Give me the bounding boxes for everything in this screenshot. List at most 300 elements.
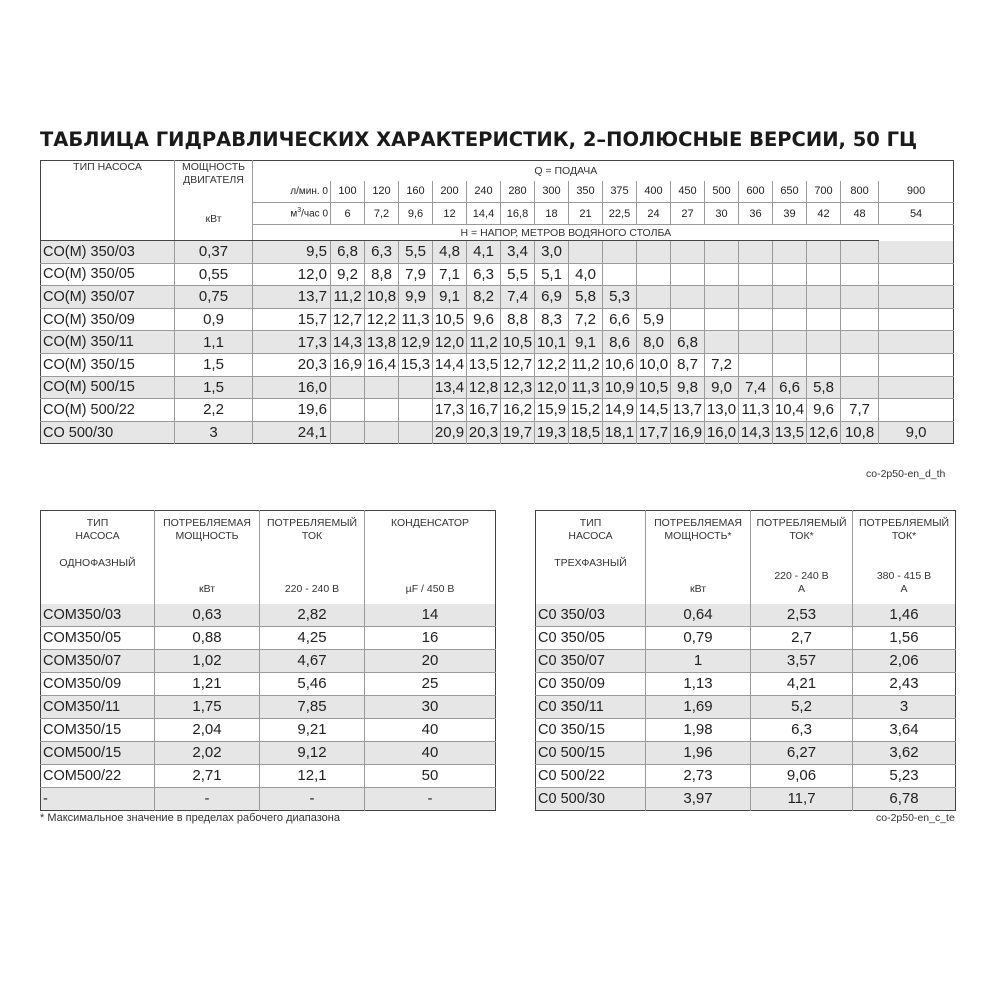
flow-header: Q = ПОДАЧА [534,164,598,177]
head-cell [671,263,705,286]
pump-type-cell: CO(M) 500/22 [41,399,175,422]
current-cell: 12,1 [260,764,365,787]
head-cell [807,286,841,309]
head-cell: 6,6 [603,308,637,331]
pump-type-cell: COM350/15 [41,718,155,741]
table-row [41,399,954,422]
flow-lmin-cell: 350 [569,181,603,203]
footnote: * Максимальное значение в пределах рабочего диапазона [40,812,340,824]
head-cell: 12,0 [433,331,467,354]
power-cell: 2,71 [155,764,260,787]
flow-lmin-cell: 450 [671,181,705,203]
head-cell [739,353,773,376]
flow-m3h-cell: 36 [739,203,773,225]
head-cell: 9,1 [569,331,603,354]
flow-lmin-cell: 120 [365,181,399,203]
head-cell: 17,3 [433,399,467,422]
flow-lmin-cell: 900 [879,181,954,203]
pump-type-cell: CO(M) 350/05 [41,263,175,286]
head-cell: 13,0 [705,399,739,422]
table-row [41,649,496,672]
head-cell [399,421,433,444]
table-row [41,695,496,718]
head-cell: 9,6 [807,399,841,422]
head-cell [331,376,365,399]
head-cell: 4,8 [433,241,467,264]
head-cell: 18,1 [603,421,637,444]
head-cell: 12,0 [253,263,331,286]
head-cell [399,376,433,399]
head-cell: 15,2 [569,399,603,422]
head-cell [637,286,671,309]
head-cell: 15,7 [253,308,331,331]
head-cell: 20,3 [253,353,331,376]
head-cell: 10,8 [365,286,399,309]
table-row [41,718,496,741]
head-cell: 12,8 [467,376,501,399]
table-row [41,741,496,764]
head-cell [739,263,773,286]
pump-type-cell: C0 350/09 [536,672,646,695]
head-cell: 11,2 [569,353,603,376]
flow-m3h-cell: 39 [773,203,807,225]
head-cell: 18,5 [569,421,603,444]
table-row [41,353,954,376]
head-cell: 8,3 [535,308,569,331]
head-cell: 5,8 [807,376,841,399]
power-cell: 1,21 [155,672,260,695]
head-cell: 14,3 [739,421,773,444]
capacitor-cell: 30 [365,695,496,718]
head-cell: 16,7 [467,399,501,422]
table-row [536,626,956,649]
flow-lmin-cell: 160 [399,181,433,203]
power-cell: 2,73 [646,764,751,787]
head-cell [807,353,841,376]
head-cell [331,399,365,422]
head-cell: 9,6 [467,308,501,331]
head-cell: 10,1 [535,331,569,354]
head-cell: 12,9 [399,331,433,354]
capacitor-cell: 40 [365,741,496,764]
table-row [536,604,956,627]
power-cell: 1,69 [646,695,751,718]
head-cell: 24,1 [253,421,331,444]
flow-lmin-cell: 375 [603,181,637,203]
current-b-cell: 1,46 [853,604,956,627]
table-row [41,331,954,354]
head-cell: 6,3 [467,263,501,286]
pump-type-cell: CO 500/30 [41,421,175,444]
head-cell [739,308,773,331]
table-row [41,604,496,627]
motor-power-cell: 0,75 [175,286,253,309]
current-a-cell: 2,7 [751,626,853,649]
single-phase-table [40,510,496,811]
head-cell: 5,1 [535,263,569,286]
head-cell [773,286,807,309]
pump-type-cell: COM350/09 [41,672,155,695]
flow-m3h-cell: 30 [705,203,739,225]
power-header: ПОТРЕБЛЯЕМАЯ МОЩНОСТЬ* кВт [646,511,751,604]
head-cell: 16,4 [365,353,399,376]
head-cell: 16,0 [253,376,331,399]
table-row [536,695,956,718]
head-cell: 7,2 [569,308,603,331]
head-cell [365,399,399,422]
current-a-cell: 6,3 [751,718,853,741]
head-cell: 10,9 [603,376,637,399]
flow-m3h-cell: 16,8 [501,203,535,225]
motor-power-cell: 0,37 [175,241,253,264]
head-cell: 13,4 [433,376,467,399]
head-cell [879,331,954,354]
table-row [41,764,496,787]
power-cell: 0,79 [646,626,751,649]
table-row [41,376,954,399]
head-cell [773,308,807,331]
head-cell [807,331,841,354]
head-cell: 7,9 [399,263,433,286]
power-cell: 1,98 [646,718,751,741]
lmin-label: л/мин. 0 [253,181,331,203]
head-cell [637,241,671,264]
head-cell: 8,7 [671,353,705,376]
pump-type-cell: COM350/05 [41,626,155,649]
capacitor-cell: 50 [365,764,496,787]
power-cell: 1 [646,649,751,672]
head-cell: 11,3 [569,376,603,399]
head-cell [705,286,739,309]
flow-lmin-cell: 240 [467,181,501,203]
head-cell [879,376,954,399]
type-header: ТИП НАСОСА ТРЕХФАЗНЫЙ [536,511,646,604]
power-cell: 3,97 [646,787,751,810]
head-cell [879,308,954,331]
current-b-cell: 1,56 [853,626,956,649]
head-cell [841,331,879,354]
head-cell [637,263,671,286]
head-cell [841,263,879,286]
current-a-header: ПОТРЕБЛЯЕМЫЙ ТОК* 220 - 240 В А [751,511,853,604]
head-cell [603,263,637,286]
head-cell: 8,8 [501,308,535,331]
motor-power-cell: 2,2 [175,399,253,422]
head-cell [739,286,773,309]
power-cell: - [155,787,260,810]
current-b-cell: 3 [853,695,956,718]
head-cell [705,308,739,331]
motor-power-cell: 0,55 [175,263,253,286]
head-cell: 9,1 [433,286,467,309]
head-cell: 13,5 [773,421,807,444]
flow-m3h-cell: 27 [671,203,705,225]
flow-m3h-cell: 12 [433,203,467,225]
head-cell: 14,4 [433,353,467,376]
table-code: co-2p50-en_d_th [866,468,946,480]
table-row [41,626,496,649]
head-cell: 9,8 [671,376,705,399]
flow-m3h-cell: 14,4 [467,203,501,225]
pump-type-cell: - [41,787,155,810]
head-cell: 9,0 [705,376,739,399]
motor-power-cell: 1,5 [175,376,253,399]
head-cell: 19,3 [535,421,569,444]
current-header: ПОТРЕБЛЯЕМЫЙ ТОК 220 - 240 В [260,511,365,604]
flow-m3h-cell: 6 [331,203,365,225]
pump-type-cell: COM500/15 [41,741,155,764]
capacitor-header: КОНДЕНСАТОР µF / 450 В [390,517,470,595]
capacitor-cell: 16 [365,626,496,649]
head-cell: 16,0 [705,421,739,444]
head-cell: 11,2 [331,286,365,309]
flow-lmin-cell: 100 [331,181,365,203]
capacitor-cell: 25 [365,672,496,695]
pump-type-cell: C0 500/22 [536,764,646,787]
head-cell: 19,7 [501,421,535,444]
head-cell: 13,7 [671,399,705,422]
head-cell: 12,7 [501,353,535,376]
head-cell: 15,3 [399,353,433,376]
head-cell: 13,8 [365,331,399,354]
flow-m3h-cell: 22,5 [603,203,637,225]
current-a-cell: 3,57 [751,649,853,672]
flow-lmin-cell: 300 [535,181,569,203]
flow-lmin-cell: 400 [637,181,671,203]
head-cell: 7,2 [705,353,739,376]
flow-lmin-cell: 280 [501,181,535,203]
head-cell [331,421,365,444]
motor-power-cell: 3 [175,421,253,444]
flow-m3h-cell: 48 [841,203,879,225]
head-cell: 10,5 [501,331,535,354]
current-b-cell: 3,64 [853,718,956,741]
head-cell: 12,6 [807,421,841,444]
current-b-cell: 5,23 [853,764,956,787]
pump-type-cell: C0 350/05 [536,626,646,649]
pump-type-cell: COM350/07 [41,649,155,672]
head-cell: 8,0 [637,331,671,354]
head-cell: 15,9 [535,399,569,422]
head-cell [739,331,773,354]
pump-type-cell: C0 350/03 [536,604,646,627]
motor-power-cell: 0,9 [175,308,253,331]
head-cell [841,308,879,331]
power-cell: 0,88 [155,626,260,649]
head-cell [879,399,954,422]
flow-lmin-cell: 200 [433,181,467,203]
head-cell: 16,9 [671,421,705,444]
head-cell: 13,5 [467,353,501,376]
head-cell: 7,4 [501,286,535,309]
pump-type-cell: C0 350/15 [536,718,646,741]
head-cell [841,286,879,309]
head-cell: 9,9 [399,286,433,309]
head-cell: 6,3 [365,241,399,264]
motor-power-cell: 1,5 [175,353,253,376]
head-cell [773,331,807,354]
head-cell: 11,3 [739,399,773,422]
head-cell: 9,2 [331,263,365,286]
head-cell: 6,8 [671,331,705,354]
capacitor-cell: 40 [365,718,496,741]
head-cell [671,241,705,264]
head-cell: 6,8 [331,241,365,264]
table-row [41,421,954,444]
power-cell: 1,13 [646,672,751,695]
table-row [536,764,956,787]
current-cell: - [260,787,365,810]
head-cell: 10,4 [773,399,807,422]
head-cell [879,353,954,376]
head-cell: 14,3 [331,331,365,354]
current-a-cell: 9,06 [751,764,853,787]
table-code-2: co-2p50-en_c_te [876,812,955,824]
power-cell: 1,75 [155,695,260,718]
head-cell: 14,9 [603,399,637,422]
head-cell [399,399,433,422]
head-cell: 10,0 [637,353,671,376]
head-cell [773,263,807,286]
head-cell: 5,3 [603,286,637,309]
current-b-cell: 2,43 [853,672,956,695]
pump-type-cell: C0 350/07 [536,649,646,672]
head-cell: 10,5 [433,308,467,331]
flow-lmin-cell: 600 [739,181,773,203]
table-row [536,672,956,695]
head-cell [879,286,954,309]
power-cell: 2,04 [155,718,260,741]
flow-m3h-cell: 7,2 [365,203,399,225]
power-cell: 0,63 [155,604,260,627]
head-cell: 3,0 [535,241,569,264]
capacitor-cell: 20 [365,649,496,672]
power-header: ПОТРЕБЛЯЕМАЯ МОЩНОСТЬ кВт [155,511,260,604]
head-cell: 5,9 [637,308,671,331]
flow-lmin-cell: 650 [773,181,807,203]
table-row [41,241,954,264]
head-cell: 8,8 [365,263,399,286]
motor-power-cell: 1,1 [175,331,253,354]
current-cell: 2,82 [260,604,365,627]
head-cell: 6,9 [535,286,569,309]
current-b-cell: 3,62 [853,741,956,764]
power-cell: 1,96 [646,741,751,764]
current-cell: 4,25 [260,626,365,649]
head-cell [841,376,879,399]
head-cell: 4,1 [467,241,501,264]
pump-type-cell: COM350/03 [41,604,155,627]
current-a-cell: 2,53 [751,604,853,627]
current-b-cell: 6,78 [853,787,956,810]
three-phase-table [535,510,956,811]
pump-type-cell: COM500/22 [41,764,155,787]
flow-m3h-cell: 21 [569,203,603,225]
head-cell [365,376,399,399]
head-cell [807,263,841,286]
pump-type-cell: CO(M) 350/15 [41,353,175,376]
table-row [536,649,956,672]
head-cell: 7,4 [739,376,773,399]
head-cell [807,308,841,331]
head-cell: 17,3 [253,331,331,354]
type-header: ТИП НАСОСА [41,161,175,241]
flow-lmin-cell: 700 [807,181,841,203]
head-header: H = НАПОР, МЕТРОВ ВОДЯНОГО СТОЛБА [253,225,879,241]
table-row [41,263,954,286]
current-cell: 4,67 [260,649,365,672]
head-cell [705,331,739,354]
head-cell: 19,6 [253,399,331,422]
head-cell: 12,3 [501,376,535,399]
head-cell: 8,6 [603,331,637,354]
head-cell: 20,3 [467,421,501,444]
head-cell: 11,2 [467,331,501,354]
hydraulic-table [40,160,954,444]
capacitor-cell: 14 [365,604,496,627]
current-cell: 9,21 [260,718,365,741]
flow-m3h-cell: 24 [637,203,671,225]
current-b-cell: 2,06 [853,649,956,672]
flow-lmin-cell: 500 [705,181,739,203]
head-cell: 5,8 [569,286,603,309]
table-row [41,286,954,309]
head-cell [879,241,954,264]
head-cell: 10,6 [603,353,637,376]
head-cell: 7,7 [841,399,879,422]
pump-type-cell: CO(M) 350/11 [41,331,175,354]
pump-type-cell: CO(M) 350/07 [41,286,175,309]
head-cell: 17,7 [637,421,671,444]
head-cell [671,286,705,309]
head-cell [841,353,879,376]
head-cell [705,263,739,286]
head-cell [841,241,879,264]
current-a-cell: 4,21 [751,672,853,695]
pump-type-cell: C0 500/30 [536,787,646,810]
head-cell [705,241,739,264]
table-row [41,672,496,695]
pump-type-cell: CO(M) 500/15 [41,376,175,399]
flow-m3h-cell: 18 [535,203,569,225]
flow-m3h-cell: 54 [879,203,954,225]
power-cell: 0,64 [646,604,751,627]
table-row [536,741,956,764]
head-cell: 12,0 [535,376,569,399]
head-cell [603,241,637,264]
head-cell [807,241,841,264]
current-b-header: ПОТРЕБЛЯЕМЫЙ ТОК* 380 - 415 В А [858,517,950,595]
pump-type-cell: CO(M) 350/03 [41,241,175,264]
head-cell: 3,4 [501,241,535,264]
head-cell: 16,2 [501,399,535,422]
power-cell: 1,02 [155,649,260,672]
table-row [536,718,956,741]
current-cell: 7,85 [260,695,365,718]
head-cell: 8,2 [467,286,501,309]
head-cell: 20,9 [433,421,467,444]
power-cell: 2,02 [155,741,260,764]
head-cell: 10,5 [637,376,671,399]
head-cell: 14,5 [637,399,671,422]
current-cell: 9,12 [260,741,365,764]
current-a-cell: 6,27 [751,741,853,764]
current-a-cell: 11,7 [751,787,853,810]
capacitor-cell: - [365,787,496,810]
pump-type-cell: C0 500/15 [536,741,646,764]
head-cell: 10,8 [841,421,879,444]
pump-type-cell: COM350/11 [41,695,155,718]
